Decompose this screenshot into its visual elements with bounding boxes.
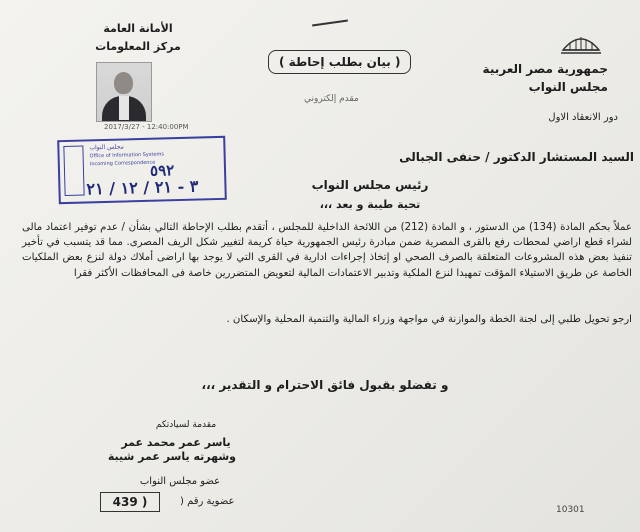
- stamp-date: ٣ - ٢١ / ١٢ / ٢١: [86, 176, 199, 199]
- request-paragraph: ارجو تحويل طلبي إلى لجنة الخطة والموازنة في مواجهة وزراء المالية والتنمية المحلية والإسكان .: [226, 314, 632, 325]
- photo-head: [114, 72, 133, 94]
- member-photo: [96, 62, 152, 122]
- stamp-line-2: Office of Information Systems: [89, 151, 165, 160]
- stamp-line-3: Incoming Correspondence: [89, 159, 156, 168]
- signatory-name: ياسر عمر محمد عمر: [121, 436, 231, 449]
- signature-intro: مقدمة لسيادتكم: [155, 420, 217, 430]
- signatory-role: عضو مجلس النواب: [139, 476, 221, 487]
- photo-timestamp: 2017/3/27 - 12:40:00PM: [104, 123, 189, 131]
- page-number: 10301: [556, 505, 585, 515]
- stamp-number: ٥٩٢: [149, 161, 175, 180]
- closing-line: و تفضلو بقبول فائق الاحترام و التقدير ،،،: [201, 378, 449, 392]
- incoming-stamp: [57, 136, 227, 204]
- addressee: السيد المستشار الدكتور / حنفى الجبالى: [399, 150, 634, 164]
- speaker-title: رئيس مجلس النواب: [311, 178, 429, 192]
- stamp-seal-box: [63, 146, 84, 197]
- body-paragraph: عملاً بحكم المادة (134) من الدستور ، و المادة (212) من اللائحة الداخلية للمجلس ، أتقدم بطلب الإحاطة التالي بشأن / عدم توفير اعتماد مالى لشراء قطع اراضي لمحطات رفع بالقرى المصرية ضمن مبادرة رئيس الجمهورية حياة كريمة لتغيير شكل الريف المصرى. مما قد يتسبب في تأخير تنفيذ بعض هذه المشروعات المتعلقة بالصرف الصحي او إتخاذ إجراءات ادارية في القرى التي لا يوجد بها اراضى أملاك دولة لنزع بعض الملكيات الخاصة عن طريق الاستيلاء المؤقت تمهيدا لنزع الملكية وتدبير الاعتمادات المالية لتعويض المتضررين خاصة فى المحافظات الأكثر فقرا: [22, 222, 632, 279]
- electronic-submission-label: مقدم إلكتروني: [304, 94, 359, 104]
- secretariat-label: الأمانة العامة: [103, 22, 173, 35]
- stamp-title: مجلس النواب: [89, 143, 124, 152]
- parliament-emblem-icon: [560, 30, 602, 54]
- country-label: جمهورية مصر العربية: [482, 62, 608, 76]
- greeting: تحية طيبة و بعد ،،،: [319, 198, 421, 211]
- pen-mark: [312, 20, 348, 27]
- membership-number-label: عضوية رقم (: [180, 496, 235, 507]
- parliament-label: مجلس النواب: [528, 80, 608, 94]
- signatory-alias: وشهرته ياسر عمر شيبة: [107, 450, 236, 463]
- document-subject: ( بيان بطلب إحاطة ): [268, 50, 411, 74]
- membership-number: 439 ): [100, 492, 160, 512]
- info-center-label: مركز المعلومات: [95, 40, 181, 53]
- session-label: دور الانعقاد الاول: [548, 112, 618, 123]
- photo-shirt: [119, 96, 129, 120]
